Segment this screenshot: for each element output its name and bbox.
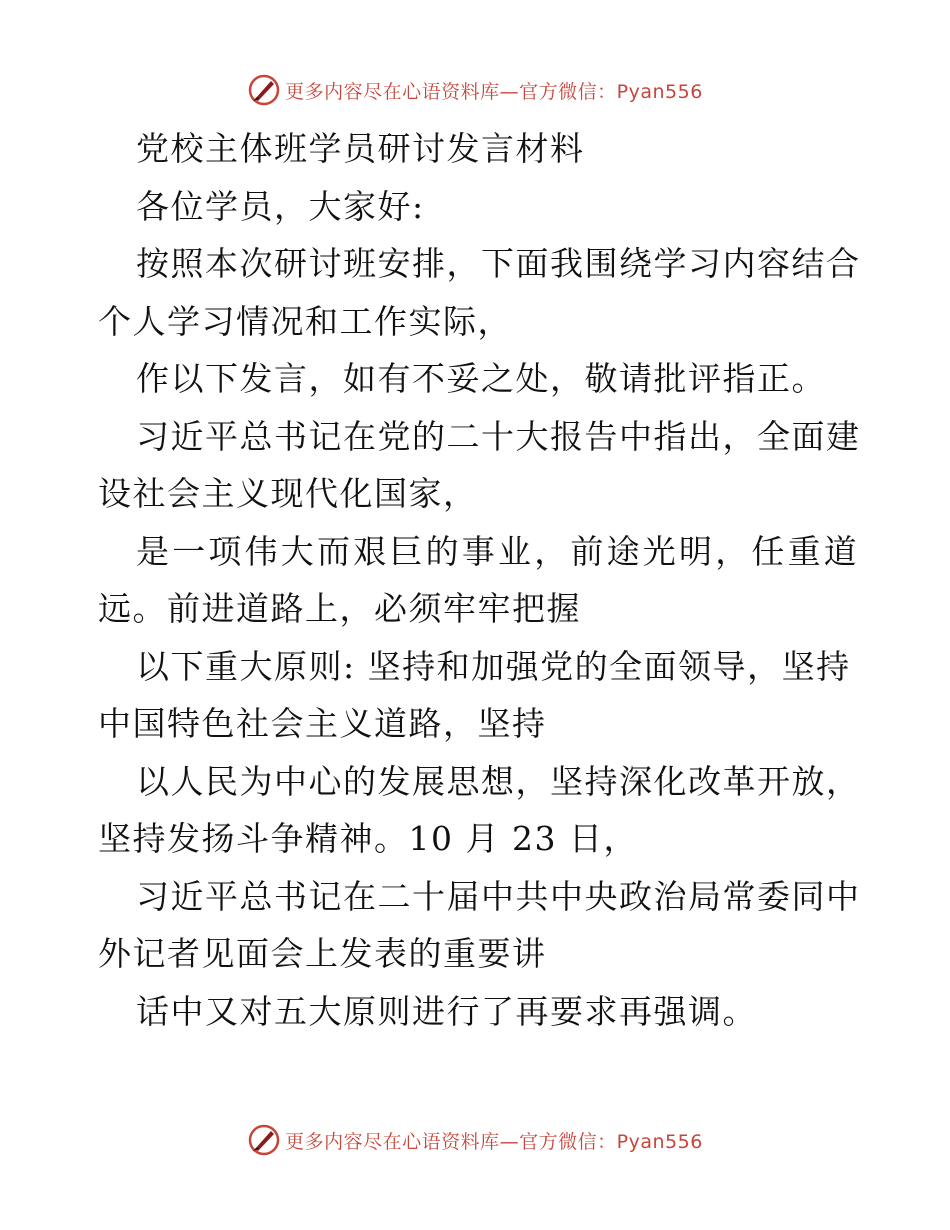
footer-banner: [0, 1120, 950, 1160]
body-line: 中国特色社会主义道路，坚持: [98, 704, 547, 743]
body-line: 坚持发扬斗争精神。10 月 23 日，: [98, 819, 638, 858]
quill-pen-icon: [247, 1123, 281, 1157]
quill-pen-icon: [247, 73, 281, 107]
body-line: 作以下发言，如有不妥之处，敬请批评指正。: [136, 359, 826, 398]
document-body: [98, 120, 861, 1040]
document-title: 党校主体班学员研讨发言材料: [136, 129, 585, 168]
header-banner-text: 更多内容尽在心语资料库—官方微信：Pyan556: [285, 80, 703, 103]
body-line: 以人民为中心的发展思想，坚持深化改革开放，: [136, 761, 861, 801]
body-line: 以下重大原则: 坚持和加强党的全面领导，坚持: [136, 646, 851, 686]
header-banner: [0, 70, 950, 110]
greeting-line: 各位学员，大家好:: [136, 186, 425, 226]
body-line: 设社会主义现代化国家，: [98, 474, 478, 513]
body-line: 个人学习情况和工作实际，: [98, 301, 512, 341]
footer-banner-text: 更多内容尽在心语资料库—官方微信：Pyan556: [285, 1130, 703, 1153]
body-line: 是一项伟大而艰巨的事业，前途光明，任重道: [136, 531, 860, 571]
body-line: 习近平总书记在党的二十大报告中指出，全面建: [136, 416, 861, 456]
body-line: 习近平总书记在二十届中共中央政治局常委同中: [136, 876, 861, 916]
body-line: 外记者见面会上发表的重要讲: [98, 934, 547, 973]
body-line: 话中又对五大原则进行了再要求再强调。: [136, 991, 757, 1031]
body-line: 按照本次研讨班安排，下面我围绕学习内容结合: [136, 244, 861, 283]
body-line: 远。前进道路上，必须牢牢把握: [98, 589, 581, 628]
